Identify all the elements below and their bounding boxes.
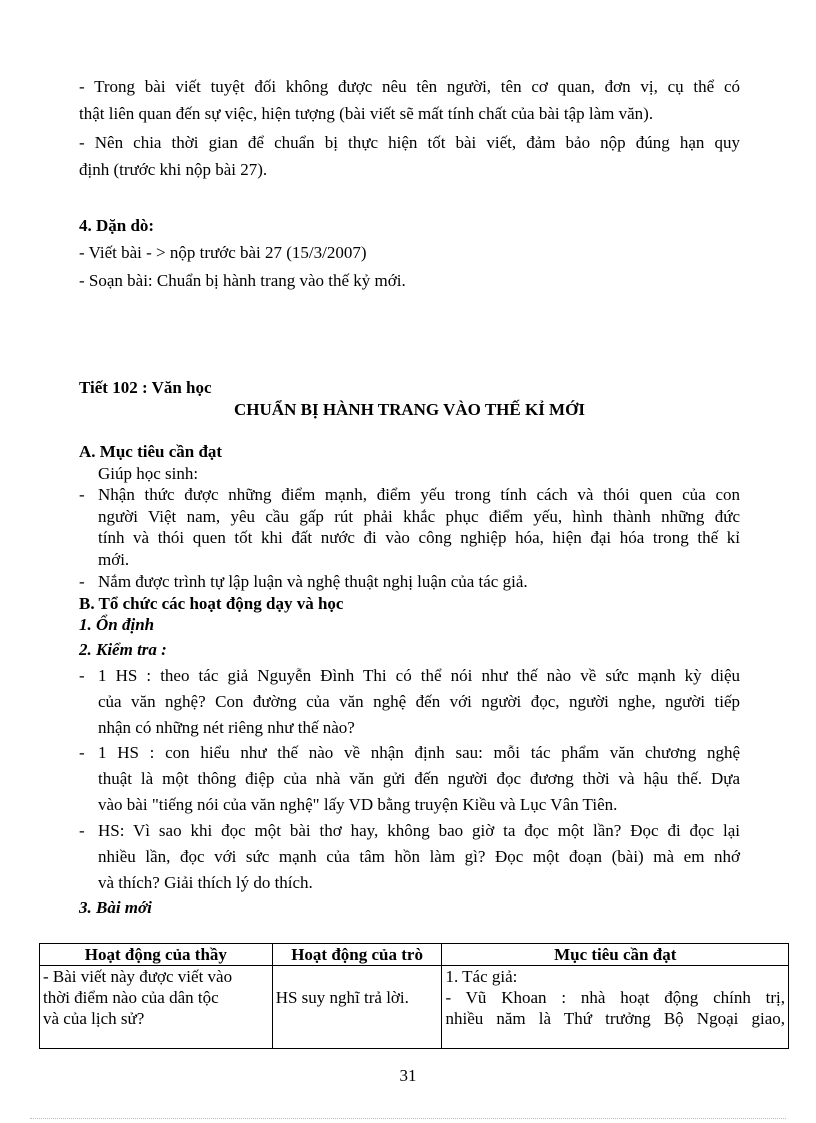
note-1-line-2: thật liên quan đến sự việc, hiện tượng (bài viết sẽ mất tính chất của bài tập làm văn).: [79, 104, 654, 123]
check-2-line-2: thuật là một thông điệp của nhà văn gửi đến người đọc đương thời và hậu thế. Dựa: [98, 769, 740, 788]
note-1-line-1: - Trong bài viết tuyệt đối không được nêu tên người, tên cơ quan, đơn vị, cụ thể có: [79, 77, 740, 96]
table-row: [40, 966, 789, 1049]
check-3-line-2: nhiều lần, đọc với sức mạnh của tâm hồn làm gì? Đọc một đoạn (bài) mà em nhớ: [98, 847, 740, 866]
bullet-dash: -: [79, 743, 85, 762]
goal-1-line-2: người Việt nam, yêu cầu gấp rút phải khắc phục điểm yếu, hình thành những đức: [98, 507, 740, 526]
goal-1-line-3: tính và thói quen tốt khi đất nước đi vào công nghiệp hóa, hiện đại hóa trong thế kỉ: [98, 528, 740, 547]
step-1-heading: 1. Ổn định: [79, 615, 155, 634]
check-3-line-3: và thích? Giải thích lý do thích.: [98, 873, 313, 892]
check-2-line-1: 1 HS : con hiểu như thế nào về nhận định sau: mỗi tác phẩm văn chương nghệ: [98, 743, 740, 762]
table-header-row: [40, 944, 789, 966]
page-bottom-rule: [30, 1118, 786, 1119]
bullet-dash: -: [79, 572, 85, 591]
teacher-line: thời điểm nào của dân tộc: [43, 988, 219, 1007]
check-2-line-3: vào bài "tiếng nói của văn nghệ" lấy VD bằng truyện Kiều và Lục Vân Tiên.: [98, 795, 618, 814]
lesson-period: Tiết 102 : Văn học: [79, 378, 212, 397]
goal-line: - Vũ Khoan : nhà hoạt động chính trị,: [445, 988, 785, 1007]
goal-1-line-4: mới.: [98, 550, 130, 569]
homework-heading: 4. Dặn dò:: [79, 216, 155, 235]
goal-2-line-1: Nắm được trình tự lập luận và nghệ thuật nghị luận của tác giả.: [98, 572, 528, 591]
check-1-line-2: của văn nghệ? Con đường của văn nghệ đến với người đọc, người nghe, người tiếp: [98, 692, 740, 711]
step-3-heading: 3. Bài mới: [79, 898, 152, 917]
check-1-line-1: 1 HS : theo tác giả Nguyễn Đình Thi có thể nói như thế nào về sức mạnh kỳ diệu: [98, 666, 740, 685]
note-2-line-1: - Nên chia thời gian để chuẩn bị thực hiện tốt bài viết, đảm bảo nộp đúng hạn quy: [79, 133, 740, 152]
goal-line: nhiều năm là Thứ trưởng Bộ Ngoại giao,: [445, 1009, 785, 1028]
bullet-dash: -: [79, 821, 85, 840]
section-a-heading: A. Mục tiêu cần đạt: [79, 442, 223, 461]
teacher-column-header: Hoạt động của thầy: [40, 944, 273, 966]
check-1-line-3: nhận có những nét riêng như thế nào?: [98, 718, 355, 737]
student-column-header: Hoạt động của trò: [272, 944, 442, 966]
section-a-intro: Giúp học sinh:: [98, 464, 199, 483]
check-3-line-1: HS: Vì sao khi đọc một bài thơ hay, không bao giờ ta đọc một lần? Đọc đi đọc lại: [98, 821, 740, 840]
note-2-line-2: định (trước khi nộp bài 27).: [79, 160, 268, 179]
student-line: HS suy nghĩ trả lời.: [275, 988, 409, 1007]
goal-1-line-1: Nhận thức được những điểm mạnh, điểm yếu trong tính cách và thói quen của con: [98, 485, 740, 504]
section-b-heading: B. Tổ chức các hoạt động dạy và học: [79, 594, 344, 613]
goal-cell: [442, 966, 789, 1049]
goal-column-header: Mục tiêu cần đạt: [442, 944, 789, 966]
student-cell: [272, 966, 442, 1049]
teacher-line: và của lịch sử?: [43, 1009, 145, 1028]
activity-table: [39, 943, 789, 1049]
teacher-cell: [40, 966, 273, 1049]
homework-item-1: - Viết bài - > nộp trước bài 27 (15/3/2007): [79, 243, 367, 262]
bullet-dash: -: [79, 485, 85, 504]
page-number: 31: [399, 1066, 417, 1085]
bullet-dash: -: [79, 666, 85, 685]
step-2-heading: 2. Kiểm tra :: [79, 640, 167, 659]
goal-line: 1. Tác giả:: [445, 967, 518, 986]
homework-item-2: - Soạn bài: Chuẩn bị hành trang vào thế kỷ mới.: [79, 271, 406, 290]
lesson-title: CHUẨN BỊ HÀNH TRANG VÀO THẾ KỈ MỚI: [234, 400, 585, 419]
teacher-line: - Bài viết này được viết vào: [43, 967, 233, 986]
